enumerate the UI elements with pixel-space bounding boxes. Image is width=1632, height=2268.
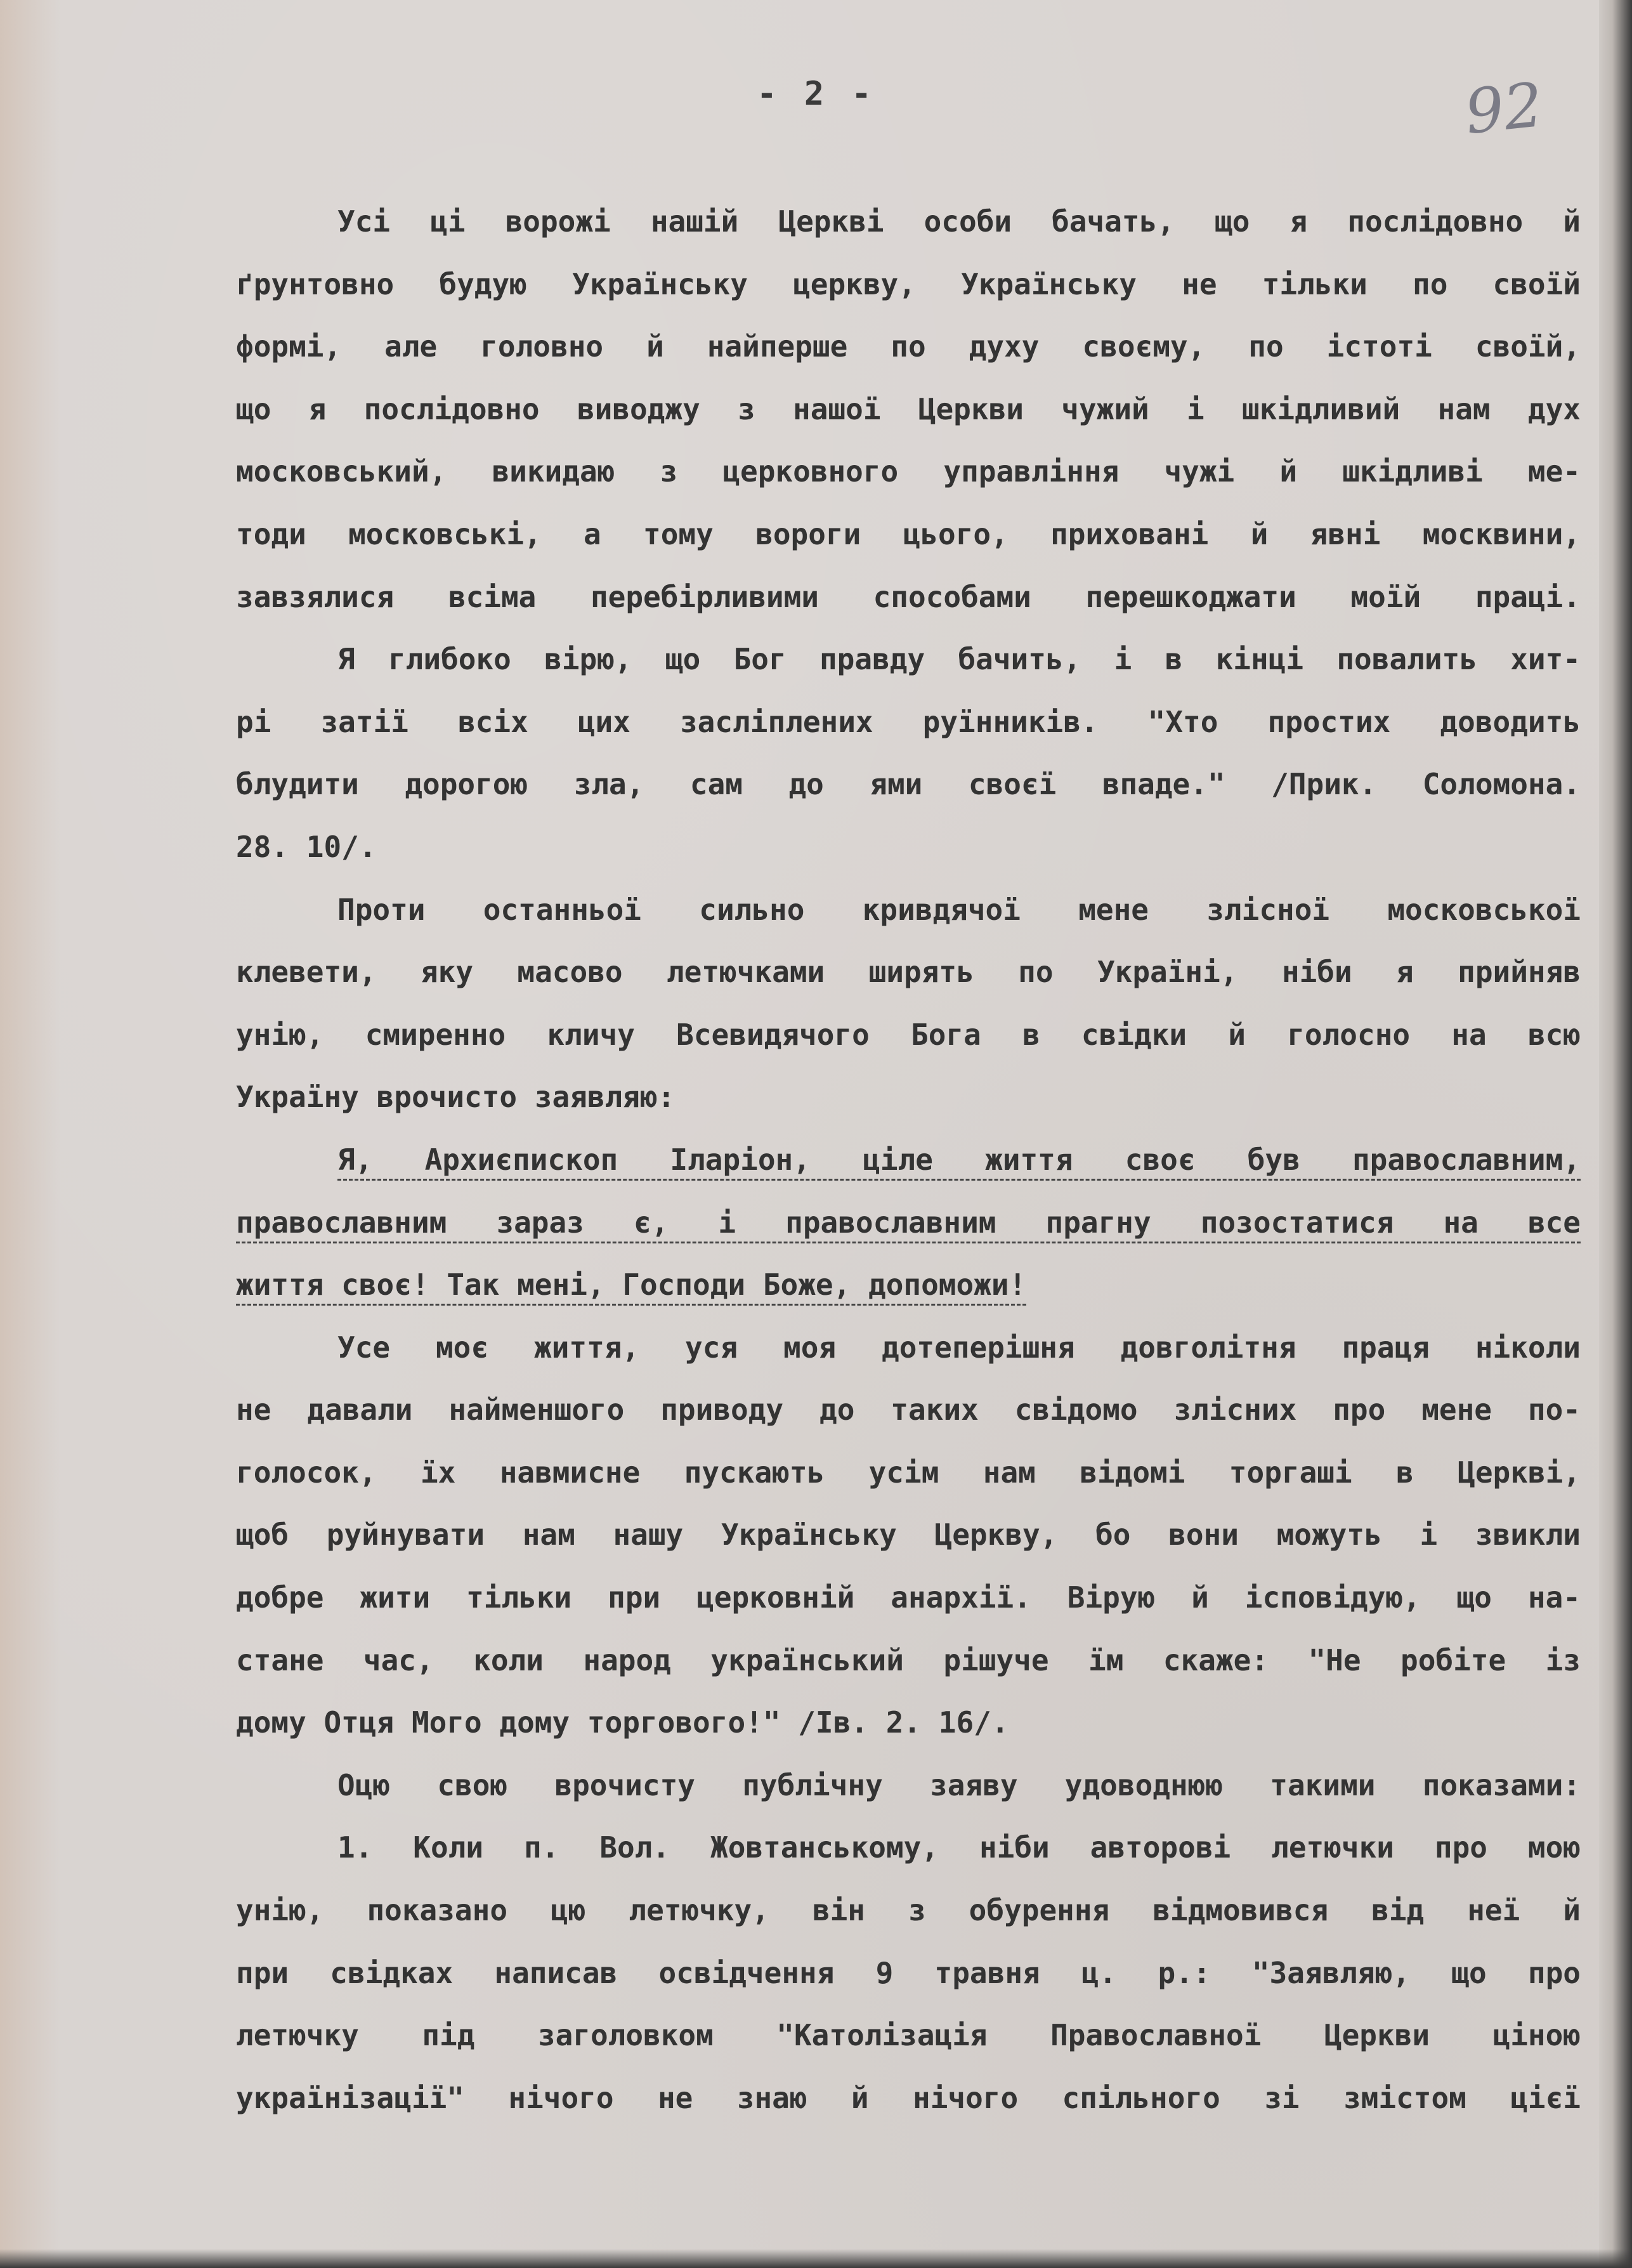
text-line: Усі ці ворожі нашій Церкві особи бачать, що я послідовно й	[337, 204, 1581, 239]
document-body	[236, 190, 1581, 2129]
text-line: унію, показано цю летючку, він з обурення відмовився від неї й	[236, 1893, 1581, 1928]
page-edge-bottom	[0, 2249, 1632, 2268]
page-number: - 2 -	[757, 75, 875, 113]
text-line: голосок, їх навмисне пускають усім нам відомі торгаші в Церкві,	[236, 1455, 1581, 1490]
text-line: щоб руйнувати нам нашу Українську Церкву, бо вони можуть і звикли	[236, 1517, 1581, 1552]
text-line-underlined	[236, 253, 1581, 316]
text-line: при свідках написав освідчення 9 травня ц. р.: "Заявляю, що про	[236, 1955, 1581, 1990]
text-line: клевети, яку масово летючками ширять по Україні, ніби я прийняв	[236, 955, 1581, 990]
text-line: Усе моє життя, уся моя дотеперішня довголітня праця ніколи	[337, 1330, 1581, 1365]
declaration-line	[236, 1254, 1581, 1316]
text-line: 28. 10/.	[236, 829, 377, 864]
text-line: 1. Коли п. Вол. Жовтанському, ніби авторові летючки про мою	[337, 1830, 1581, 1865]
text-line: завзялися всіма перебірливими способами перешкоджати моїй праці.	[236, 579, 1581, 614]
text-line: московський, викидаю з церковного управління чужі й шкідливі ме-	[236, 454, 1581, 489]
text-line: тоди московські, а тому вороги цього, приховані й явні москвини,	[236, 516, 1581, 551]
text-line: формі, але головно й найперше по духу своєму, по істоті своїй,	[236, 329, 1581, 364]
text-line: дому Отця Мого дому торгового!" /Ів. 2. 16/.	[236, 1705, 1009, 1740]
text-line: летючку під заголовком "Католізація Православної Церкви ціною	[236, 2018, 1581, 2053]
text-line: унію, смиренно кличу Всевидячого Бога в свідки й голосно на всю	[236, 1017, 1581, 1052]
text-line: Оцю свою врочисту публічну заяву удоводнюю такими показами:	[337, 1767, 1581, 1802]
text-line: Україну врочисто заявляю:	[236, 1080, 676, 1115]
text-line: українізації" нічого не знаю й нічого спільного зі змістом цієї	[236, 2080, 1581, 2115]
text-line: блудити дорогою зла, сам до ями своєї впаде." /Прик. Соломона.	[236, 767, 1581, 802]
declaration-text: Я, Архиєпископ Іларіон, ціле життя своє був православним,	[337, 1142, 1581, 1177]
paper-stain	[0, 0, 60, 2268]
text-line: Я глибоко вірю, що Бог правду бачить, і в кінці повалить хит-	[337, 642, 1581, 677]
declaration-line	[236, 1129, 1581, 1191]
page-edge	[1599, 0, 1632, 2268]
declaration-text: життя своє! Так мені, Господи Боже, допоможи!	[236, 1268, 1027, 1302]
text-line: що я послідовно виводжу з нашої Церкви чужий і шкідливий нам дух	[236, 391, 1581, 426]
text-line: добре жити тільки при церковній анархії. Вірую й ісповідую, що на-	[236, 1580, 1581, 1615]
text-line: рі затії всіх цих засліплених руїнників. "Хто простих доводить	[236, 704, 1581, 739]
declaration-line	[236, 1191, 1581, 1254]
text-line: не давали найменшого приводу до таких свідомо злісних про мене по-	[236, 1393, 1581, 1427]
archive-folio-number: 92	[1461, 69, 1546, 148]
text-fragment: ґрунтовно будую Українську церкву, Українську не тільки по своїй	[236, 266, 1581, 301]
text-line: Проти останньої сильно кривдячої мене злісної московської	[337, 892, 1581, 927]
declaration-text: православним зараз є, і православним прагну позостатися на все	[236, 1205, 1581, 1240]
text-line: стане час, коли народ український рішуче їм скаже: "Не робіте із	[236, 1642, 1581, 1677]
